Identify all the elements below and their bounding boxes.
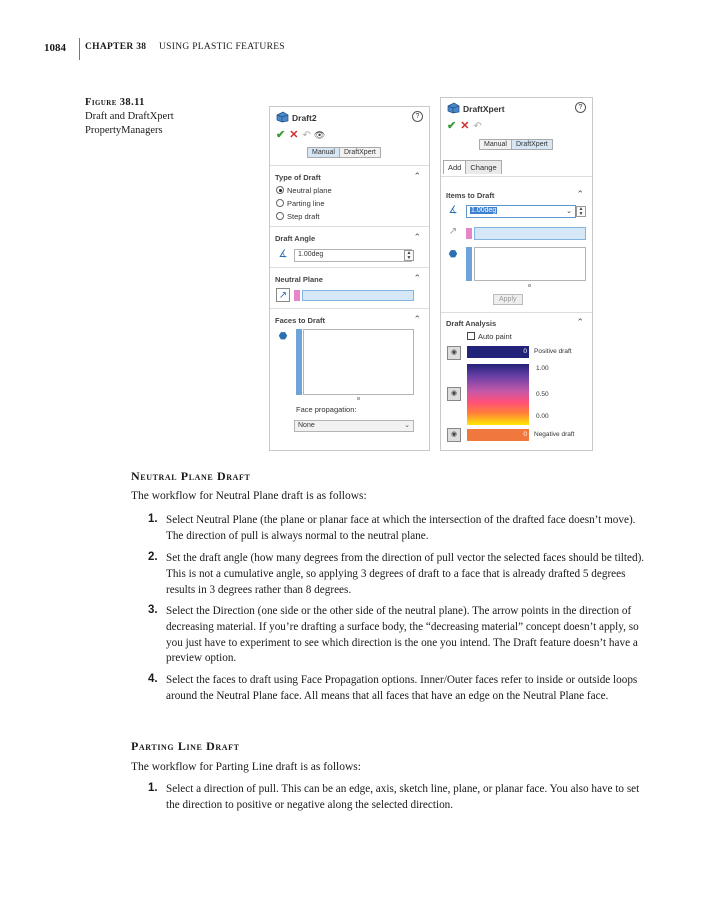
selection-color-marker <box>296 329 302 395</box>
list-number: 1. <box>148 513 158 525</box>
help-icon[interactable]: ? <box>575 102 586 113</box>
preview-eye-icon[interactable]: 👁 <box>313 130 326 140</box>
draftxpert-button[interactable]: DraftXpert <box>512 140 552 149</box>
angle-icon: ∡ <box>448 205 458 216</box>
header-divider <box>79 38 80 60</box>
section-faces-to-draft[interactable]: Faces to Draft <box>275 316 326 325</box>
page-header <box>0 42 717 64</box>
positive-draft-label: Positive draft <box>534 348 572 355</box>
list-item <box>148 551 648 598</box>
collapse-chevron-icon[interactable]: ⌃ <box>576 189 584 199</box>
section-heading-parting-line-draft: Parting Line Draft <box>131 739 240 753</box>
negative-color-button[interactable]: ◉ <box>447 428 461 442</box>
ok-icon[interactable]: ✔ <box>276 129 286 141</box>
resize-handle[interactable] <box>357 397 360 400</box>
gradient-color-button[interactable]: ◉ <box>447 387 461 401</box>
action-bar <box>276 129 325 142</box>
chapter-title: USING PLASTIC FEATURES <box>159 42 285 52</box>
direction-arrow-icon[interactable]: ↗ <box>448 226 458 237</box>
section-intro: The workflow for Neutral Plane draft is as follows: <box>131 490 367 502</box>
cancel-icon[interactable]: ✕ <box>289 129 299 141</box>
angle-icon: ∡ <box>278 249 288 260</box>
figure-caption <box>85 96 235 138</box>
selected-value: None <box>298 422 315 429</box>
positive-color-button[interactable]: ◉ <box>447 346 461 360</box>
reverse-direction-icon[interactable]: ↗ <box>276 288 290 302</box>
page-number: 1084 <box>44 42 66 54</box>
list-item <box>148 782 648 814</box>
selected-text: 1.00deg <box>471 207 497 214</box>
help-icon[interactable]: ? <box>412 111 423 122</box>
collapse-chevron-icon[interactable]: ⌃ <box>413 171 421 181</box>
section-intro: The workflow for Parting Line draft is as follows: <box>131 761 361 773</box>
list-item <box>148 604 648 667</box>
action-bar <box>447 120 482 133</box>
checkbox-icon[interactable] <box>467 332 475 340</box>
chapter-label: CHAPTER 38 <box>85 42 147 52</box>
undo-icon[interactable]: ↶ <box>302 130 311 141</box>
draft-angle-input[interactable] <box>466 205 576 218</box>
option-neutral-plane[interactable] <box>276 186 332 195</box>
divider <box>270 267 429 268</box>
list-number: 3. <box>148 604 158 616</box>
selection-color-marker <box>466 228 472 239</box>
draftxpert-propertymanager <box>440 97 593 451</box>
figure-caption-line-1: Draft and DraftXpert <box>85 111 174 122</box>
manual-button[interactable]: Manual <box>308 148 340 157</box>
option-parting-line[interactable] <box>276 199 325 208</box>
selection-color-marker <box>466 247 472 281</box>
draftxpert-icon <box>447 102 460 114</box>
list-text: Select the faces to draft using Face Propagation options. Inner/Outer faces refer to inside or outside loops around the Neutral Plane face. All means that all faces that have an edge on the Neutral Plane face. <box>166 674 638 702</box>
list-text: Set the draft angle (how many degrees from the direction of pull vector the selected faces should be tilted). This is not a cumulative angle, so applying 3 degrees of draft to a face that is already drafted 5 degrees results in 3 degrees rather than 8 degrees. <box>166 552 645 596</box>
list-number: 4. <box>148 673 158 685</box>
auto-paint-checkbox[interactable] <box>467 332 512 341</box>
gradient-value-bottom: 0.00 <box>536 413 549 420</box>
section-heading-neutral-plane-draft: Neutral Plane Draft <box>131 469 251 483</box>
undo-icon[interactable]: ↶ <box>473 121 482 132</box>
draft-gradient-bar <box>467 364 529 425</box>
draft2-propertymanager <box>269 106 430 451</box>
tab-add[interactable]: Add <box>443 160 466 174</box>
draftxpert-button[interactable]: DraftXpert <box>340 148 380 157</box>
option-label: Parting line <box>287 199 325 208</box>
list-text: Select a direction of pull. This can be an edge, axis, sketch line, plane, or planar face. You also have to set the direction to positive or negative along the selected direction. <box>166 783 640 811</box>
list-item <box>148 673 648 705</box>
list-number: 2. <box>148 551 158 563</box>
section-neutral-plane[interactable]: Neutral Plane <box>275 275 323 284</box>
resize-handle[interactable] <box>528 284 531 287</box>
ok-icon[interactable]: ✔ <box>447 120 457 132</box>
chevron-down-icon: ⌄ <box>404 422 410 429</box>
list-number: 1. <box>148 782 158 794</box>
angle-spinner[interactable]: ▲ ▼ <box>404 250 414 261</box>
face-propagation-label: Face propagation: <box>296 405 357 414</box>
direction-selection-box[interactable] <box>474 227 586 240</box>
figure-caption-line-2: PropertyManagers <box>85 125 163 136</box>
gradient-value-top: 1.00 <box>536 365 549 372</box>
negative-draft-label: Negative draft <box>534 431 575 438</box>
tab-bar <box>443 160 501 174</box>
collapse-chevron-icon[interactable]: ⌃ <box>576 317 584 327</box>
collapse-chevron-icon[interactable]: ⌃ <box>413 273 421 283</box>
list-text: Select the Direction (one side or the other side of the neutral plane). The arrow points in the direction of decreasing material. If you’re drafting a surface body, the “decreasing material” concept doesn’t apply, so you just have to experiment to see which direction is the one you intend. The Draft feature doesn’t have a preview option. <box>166 605 639 665</box>
face-propagation-select[interactable] <box>294 420 414 432</box>
option-step-draft[interactable] <box>276 212 320 221</box>
list-item <box>148 513 648 545</box>
collapse-chevron-icon[interactable]: ⌃ <box>413 314 421 324</box>
section-draft-angle[interactable]: Draft Angle <box>275 234 316 243</box>
radio-icon[interactable] <box>276 212 284 220</box>
option-label: Step draft <box>287 212 320 221</box>
draft-feature-icon <box>276 111 289 123</box>
manual-button[interactable]: Manual <box>480 140 512 149</box>
angle-spinner[interactable]: ▲ ▼ <box>576 206 586 217</box>
gradient-value-mid: 0.50 <box>536 391 549 398</box>
section-draft-analysis[interactable]: Draft Analysis <box>446 319 497 328</box>
face-icon: ⬣ <box>448 249 458 260</box>
checkbox-label: Auto paint <box>478 332 512 341</box>
negative-draft-swatch[interactable]: 0 <box>467 429 529 441</box>
divider <box>270 226 429 227</box>
panel-title: DraftXpert <box>463 104 505 114</box>
tab-change[interactable]: Change <box>465 160 501 174</box>
radio-selected-icon[interactable] <box>276 186 284 194</box>
section-items-to-draft[interactable]: Items to Draft <box>446 191 495 200</box>
divider <box>270 165 429 166</box>
neutral-plane-selection-box[interactable] <box>302 290 414 301</box>
collapse-chevron-icon[interactable]: ⌃ <box>413 232 421 242</box>
selection-color-marker <box>294 290 300 301</box>
mode-toggle <box>479 139 553 150</box>
mode-toggle <box>307 147 381 158</box>
divider <box>441 312 592 313</box>
cancel-icon[interactable]: ✕ <box>460 120 470 132</box>
divider <box>441 176 592 177</box>
divider <box>270 308 429 309</box>
radio-icon[interactable] <box>276 199 284 207</box>
faces-selection-list[interactable] <box>474 247 586 281</box>
section-type-of-draft[interactable]: Type of Draft <box>275 173 321 182</box>
chevron-down-icon: ⌄ <box>566 208 572 215</box>
face-icon: ⬣ <box>278 331 288 342</box>
apply-button[interactable]: Apply <box>493 294 523 305</box>
faces-selection-list[interactable] <box>303 329 414 395</box>
figure-number: Figure 38.11 <box>85 97 145 108</box>
option-label: Neutral plane <box>287 186 332 195</box>
draft-angle-input[interactable]: 1.00deg <box>294 249 412 262</box>
positive-draft-swatch[interactable]: 0 <box>467 346 529 358</box>
panel-title: Draft2 <box>292 113 317 123</box>
list-text: Select Neutral Plane (the plane or planar face at which the intersection of the drafted face doesn’t move). The direction of pull is always normal to the neutral plane. <box>166 514 636 542</box>
